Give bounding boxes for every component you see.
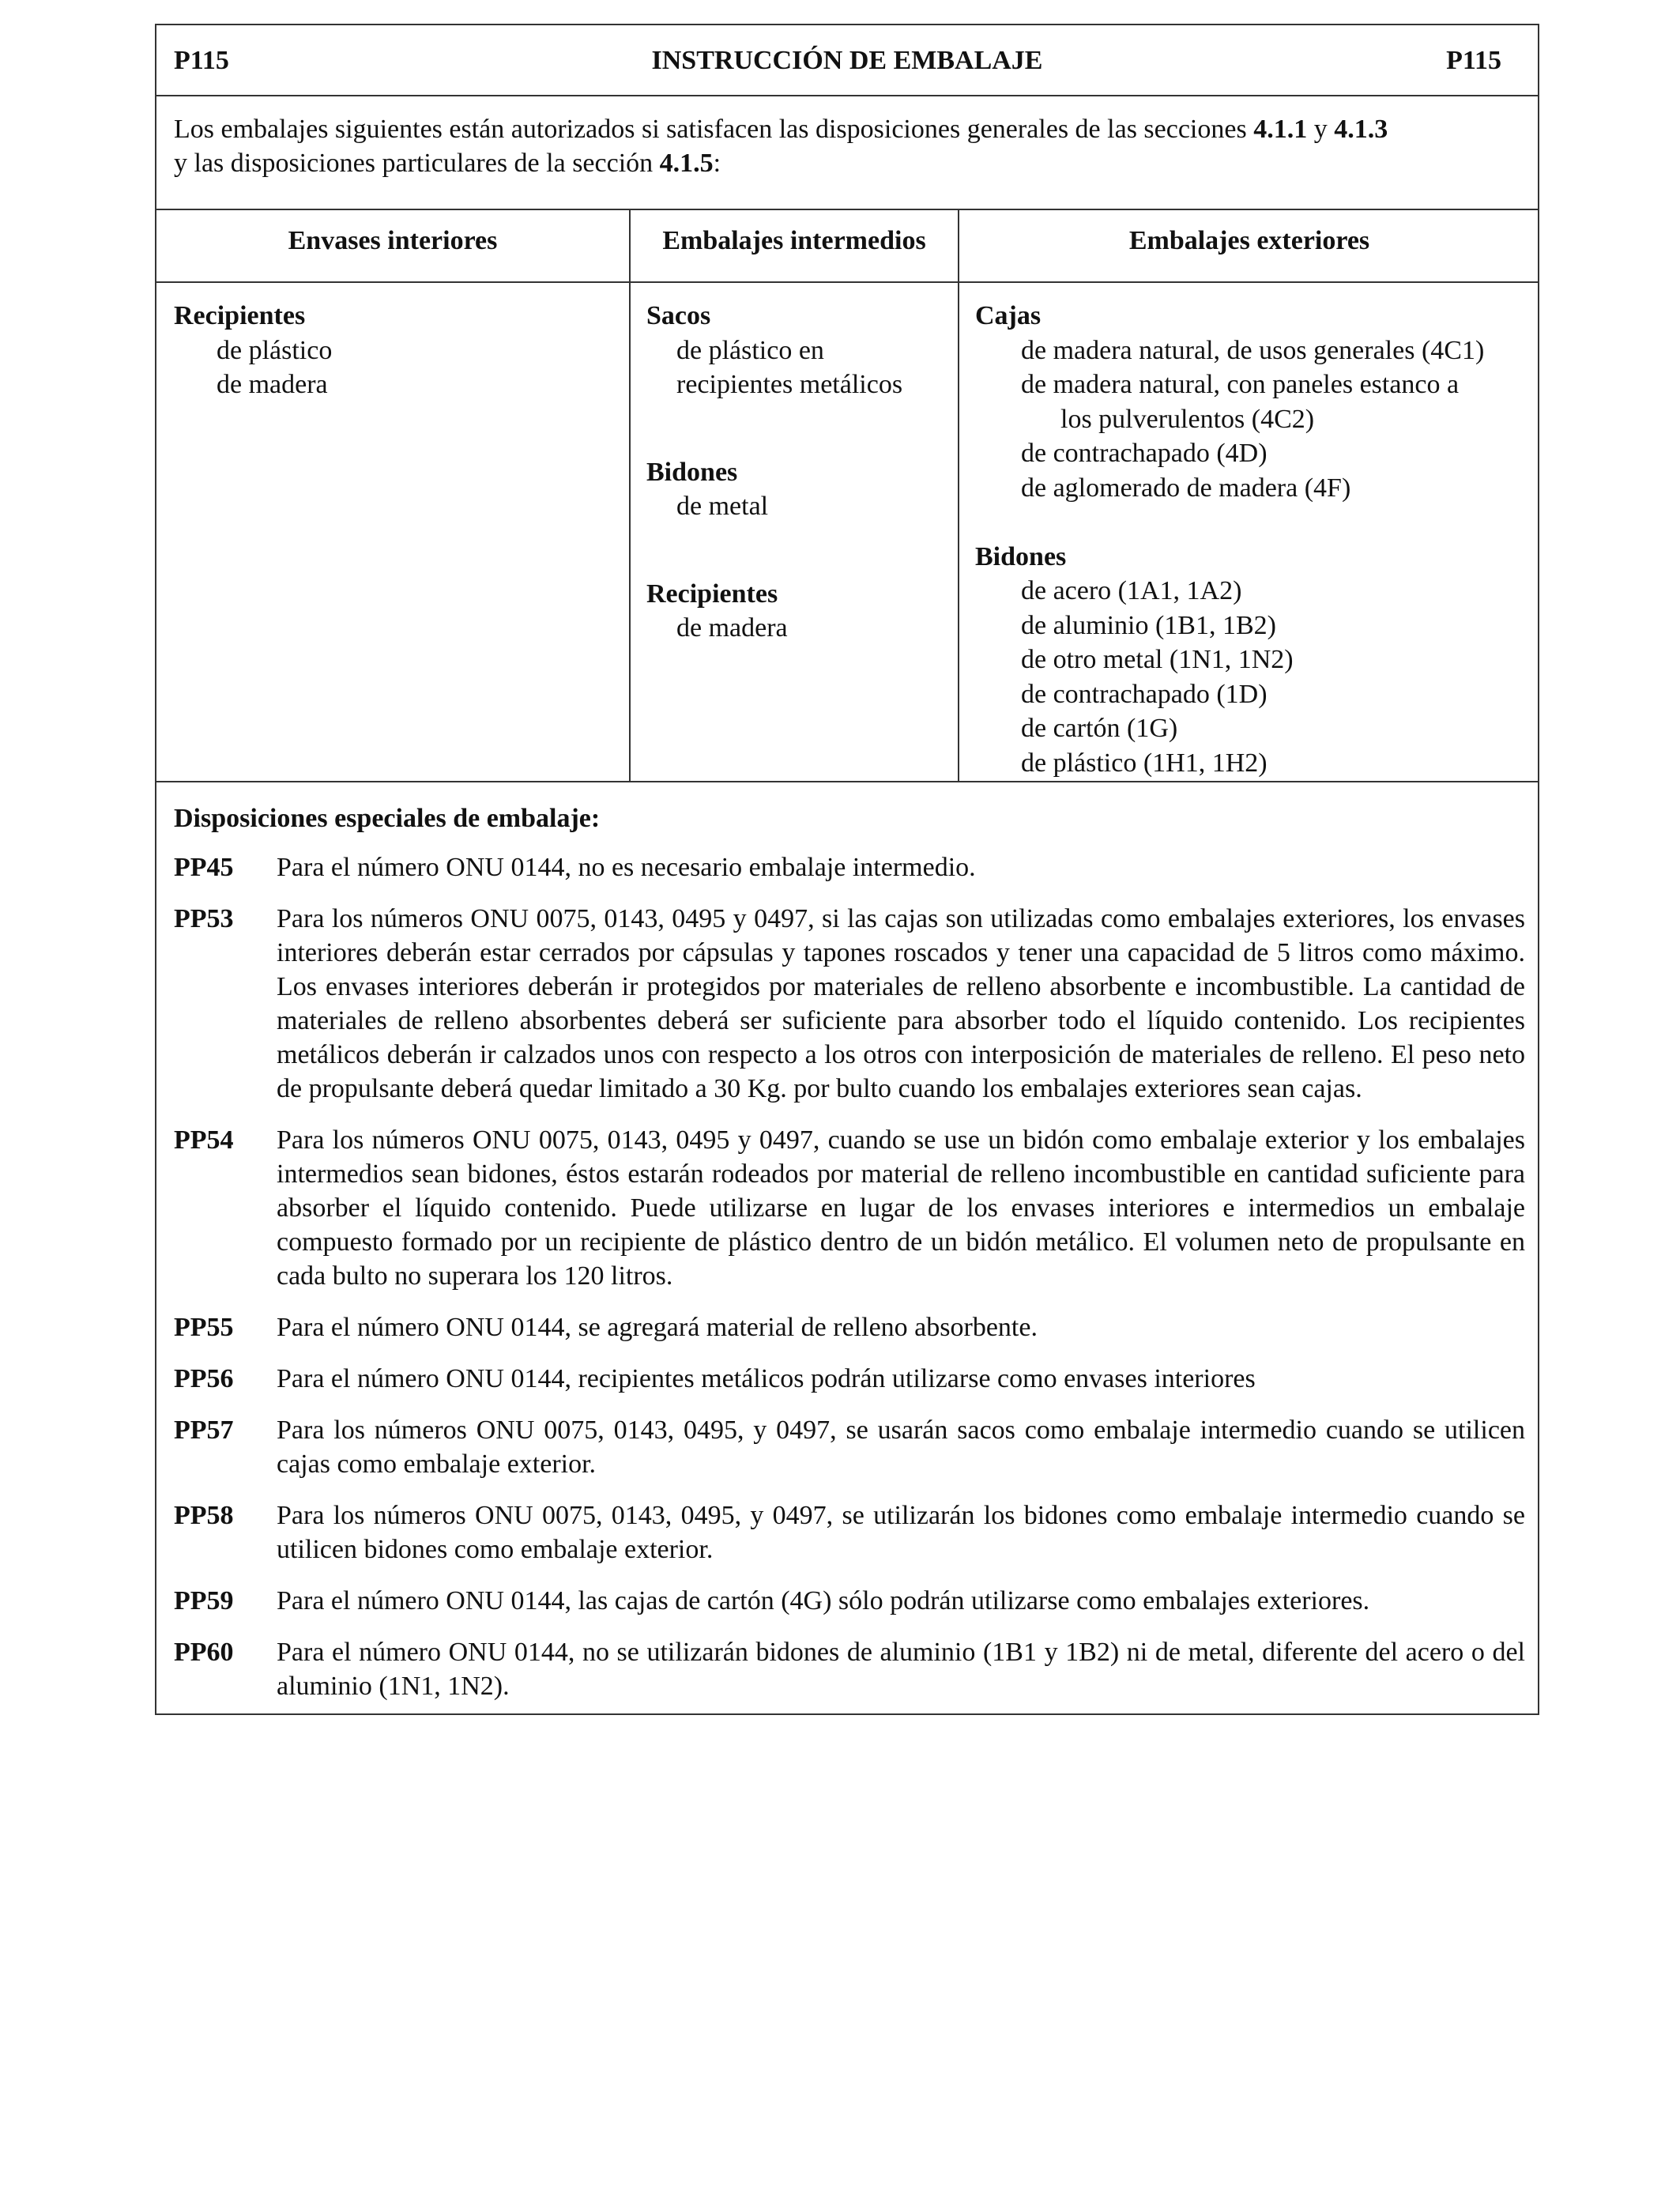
spacer (646, 402, 955, 455)
provision-item (174, 902, 1525, 1106)
list-item: de aluminio (1B1, 1B2) (1021, 610, 1276, 640)
list-item: de plástico (217, 335, 333, 365)
packaging-columns (156, 210, 1538, 782)
list-item: de madera natural, con paneles estanco a (1021, 370, 1460, 399)
spacer (646, 524, 955, 577)
column-intermediate-content (646, 299, 955, 646)
list-item: de contrachapado (1D) (1021, 679, 1268, 709)
column-outer-content (975, 299, 1536, 780)
provision-code: PP53 (174, 904, 234, 933)
table-header-row (156, 25, 1538, 96)
group-label: Sacos (646, 301, 711, 330)
instruction-code-right: P115 (1446, 46, 1501, 75)
column-heading-outer: Embalajes exteriores (1128, 226, 1370, 255)
intro-text-4: : (713, 149, 721, 178)
provision-code: PP45 (174, 853, 234, 882)
column-heading-inner: Envases interiores (288, 226, 498, 255)
provision-item (174, 1584, 1525, 1618)
packing-instruction-table (155, 24, 1539, 1715)
provision-text: Para los números ONU 0075, 0143, 0495 y 0497, cuando se use un bidón como embalaje exterior y los embalajes intermedios sean bidones, éstos estarán rodeados por material de relleno incombustible en cantidad suficiente para absorber el líquido contenido. Puede utilizarse en lugar de los envases interiores e intermedios un embalaje compuesto formado por un recipiente de plástico dentro de un bidón metálico. El volumen neto de propulsante en cada bulto no superara los 120 litros. (277, 1125, 1525, 1291)
instruction-code-left: P115 (174, 46, 229, 75)
list-item: de madera (217, 370, 328, 399)
list-item: de acero (1A1, 1A2) (1021, 576, 1242, 605)
group-label: Bidones (646, 457, 738, 487)
intro-text-3: y las disposiciones particulares de la sección (174, 149, 660, 178)
list-item: de plástico en (676, 335, 824, 365)
intro-text-1: Los embalajes siguientes están autorizados si satisfacen las disposiciones generales de las secciones (174, 115, 1254, 144)
provision-item (174, 1498, 1525, 1566)
intro-ref-2: 4.1.3 (1334, 115, 1388, 144)
provision-code: PP57 (174, 1416, 234, 1445)
provision-item (174, 1123, 1525, 1293)
group-label: Bidones (975, 541, 1067, 571)
special-provisions-title: Disposiciones especiales de embalaje: (174, 804, 601, 833)
provision-item (174, 1635, 1525, 1703)
provision-item (174, 850, 1525, 884)
provision-text: Para el número ONU 0144, las cajas de cartón (4G) sólo podrán utilizarse como embalajes exteriores. (277, 1586, 1370, 1615)
provision-item (174, 1413, 1525, 1481)
provision-text: Para los números ONU 0075, 0143, 0495, y 0497, se utilizarán los bidones como embalaje intermedio cuando se utilicen bidones como embalaje exterior. (277, 1501, 1525, 1564)
provision-text: Para el número ONU 0144, no es necesario embalaje intermedio. (277, 853, 976, 882)
provision-text: Para el número ONU 0144, se agregará material de relleno absorbente. (277, 1313, 1038, 1342)
intro-text-2: y (1307, 115, 1335, 144)
group-label: Recipientes (174, 301, 306, 330)
provision-text: Para el número ONU 0144, recipientes metálicos podrán utilizarse como envases interiores (277, 1364, 1256, 1393)
column-header-divider (156, 281, 1538, 283)
list-item: de madera natural, de usos generales (4C1) (1021, 335, 1485, 365)
group-label: Recipientes (646, 579, 778, 609)
special-provisions-list (174, 850, 1525, 1721)
provision-code: PP54 (174, 1125, 234, 1155)
provision-code: PP56 (174, 1364, 234, 1393)
intro-paragraph (156, 96, 1538, 210)
list-item: de cartón (1G) (1021, 714, 1178, 743)
list-item: de metal (676, 492, 769, 521)
list-item: de otro metal (1N1, 1N2) (1021, 645, 1294, 674)
list-item: de plástico (1H1, 1H2) (1021, 748, 1268, 778)
list-item: recipientes metálicos (676, 370, 903, 399)
provision-code: PP59 (174, 1586, 234, 1615)
column-divider (629, 210, 631, 781)
column-heading-intermediate: Embalajes intermedios (662, 226, 926, 255)
provision-text: Para los números ONU 0075, 0143, 0495, y 0497, se usarán sacos como embalaje intermedio cuando se utilicen cajas como embalaje exterior. (277, 1416, 1525, 1479)
instruction-title: INSTRUCCIÓN DE EMBALAJE (651, 46, 1043, 75)
provision-code: PP55 (174, 1313, 234, 1342)
list-item: de madera (676, 613, 788, 643)
spacer (975, 505, 1536, 540)
list-item: los pulverulentos (4C2) (1060, 404, 1315, 434)
intro-ref-1: 4.1.1 (1253, 115, 1308, 144)
provision-text: Para el número ONU 0144, no se utilizarán bidones de aluminio (1B1 y 1B2) ni de metal, diferente del acero o del aluminio (1N1, 1N2). (277, 1638, 1525, 1701)
column-inner-content (174, 299, 624, 402)
list-item: de aglomerado de madera (4F) (1021, 473, 1351, 503)
group-label: Cajas (975, 301, 1042, 330)
provision-text: Para los números ONU 0075, 0143, 0495 y 0497, si las cajas son utilizadas como embalajes exteriores, los envases interiores deberán estar cerrados por cápsulas y tapones roscados y tener una capacidad de 5 litros como máximo. Los envases interiores deberán ir protegidos por materiales de relleno absorbente e incombustible. La cantidad de materiales de relleno absorbentes deberá ser suficiente para absorber todo el líquido contenido. Los recipientes metálicos deberán ir calzados unos con respecto a los otros con interposición de materiales de relleno. El peso neto de propulsante deberá quedar limitado a 30 Kg. por bulto cuando los embalajes exteriores sean cajas. (277, 904, 1525, 1103)
provision-code: PP58 (174, 1501, 234, 1530)
intro-ref-3: 4.1.5 (659, 149, 714, 178)
provision-code: PP60 (174, 1638, 234, 1667)
column-divider (958, 210, 959, 781)
list-item: de contrachapado (4D) (1021, 439, 1268, 468)
provision-item (174, 1362, 1525, 1396)
provision-item (174, 1310, 1525, 1344)
